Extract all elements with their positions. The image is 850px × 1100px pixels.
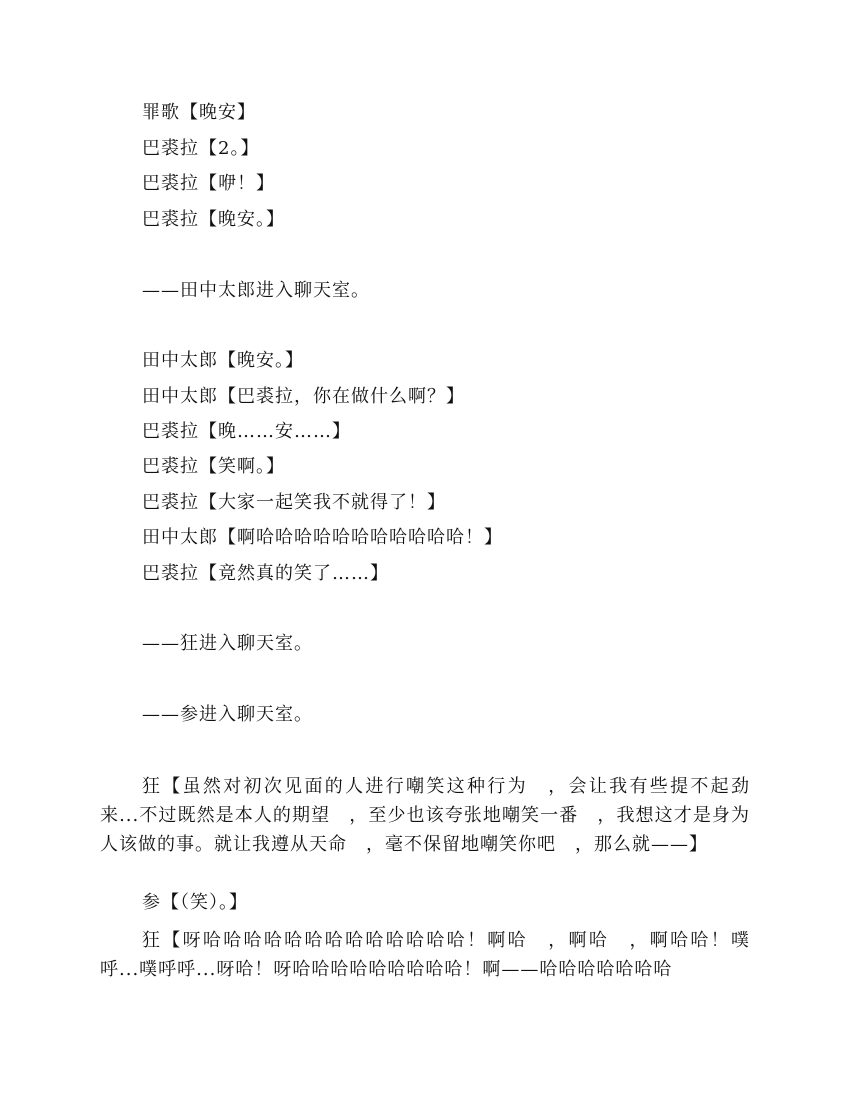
chat-paragraph: 狂【虽然对初次见面的人进行嘲笑这种行为 ，会让我有些提不起劲来...不过既然是本人的期望 ，至少也该夸张地嘲笑一番 ，我想这才是身为人该做的事。就让我遵从天命 ，毫不保留地嘲笑你吧 ，那么就——】 [100,776,750,855]
system-message: ——狂进入聊天室。 [142,633,313,654]
chat-line: 巴裘拉【大家一起笑我不就得了！】 [142,492,446,513]
system-message: ——田中太郎进入聊天室。 [142,280,370,301]
chat-line: 田中太郎【啊哈哈哈哈哈哈哈哈哈哈哈！】 [142,527,503,548]
chat-line: 罪歌【晚安】 [142,102,256,123]
chat-line: 巴裘拉【晚……安……】 [142,421,351,442]
chat-line: 巴裘拉【晚安。】 [142,209,285,230]
system-message: ——参进入聊天室。 [142,704,313,725]
chat-line: 巴裘拉【竟然真的笑了……】 [142,563,389,584]
chat-line: 巴裘拉【咿！】 [142,173,275,194]
chat-paragraph: 狂【呀哈哈哈哈哈哈哈哈哈哈哈哈哈！啊哈 ，啊哈 ，啊哈哈！噗呼...噗呼呼...呀哈！呀哈哈哈哈哈哈哈哈哈！啊——哈哈哈哈哈哈哈 [100,930,750,980]
chat-paragraph: 参【（笑）。】 [142,892,248,913]
chat-line: 巴裘拉【2。】 [142,138,260,159]
chat-line: 田中太郎【晚安。】 [142,350,304,371]
chat-line: 田中太郎【巴裘拉，你在做什么啊？】 [142,386,465,407]
chat-line: 巴裘拉【笑啊。】 [142,456,285,477]
